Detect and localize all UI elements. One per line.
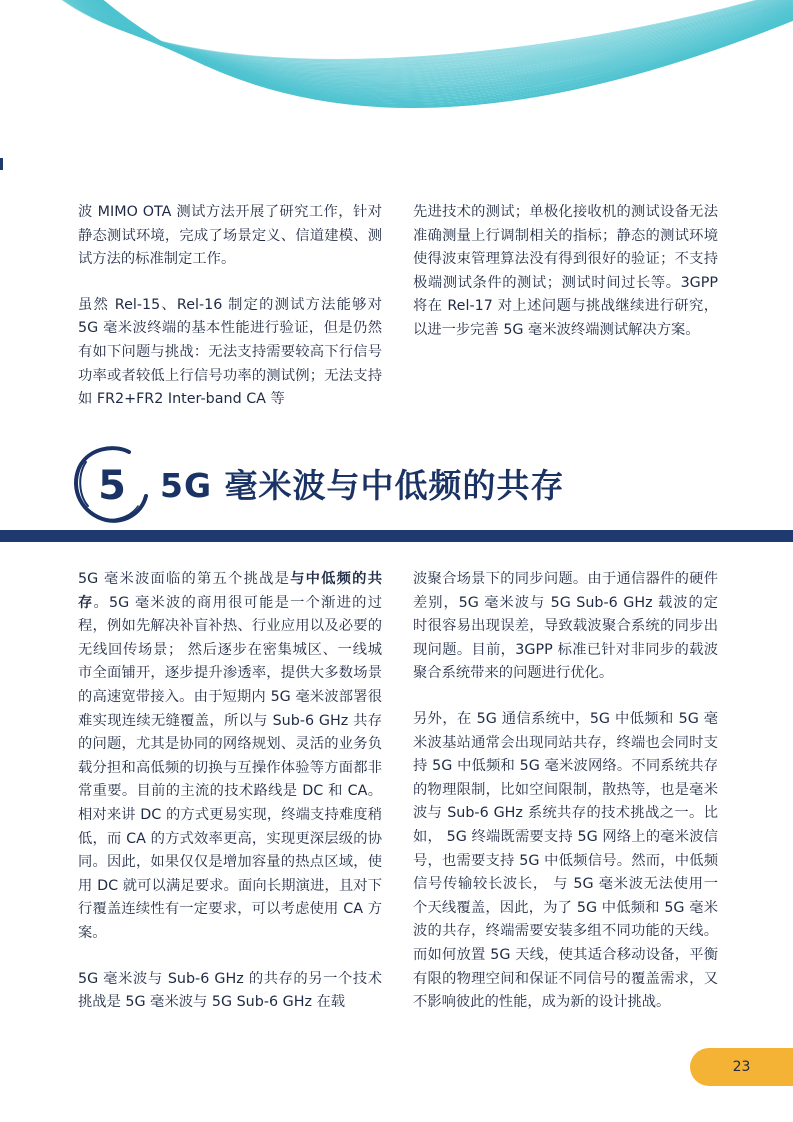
paragraph: 先进技术的测试；单极化接收机的测试设备无法准确测量上行调制相关的指标；静态的测试环境使得波束管理算法没有得到很好的验证；不支持极端测试条件的测试；测试时间过长等。3GPP 将在 Rel-17 对上述问题与挑战继续进行研究，以进一步完善 5G 毫米波终端测试解决方案。 [413, 204, 718, 338]
paragraph [78, 568, 382, 946]
top-right-column [413, 201, 718, 365]
section-divider-band [0, 530, 793, 542]
brush-circle-icon [72, 444, 150, 524]
text-run: 5G 毫米波面临的第五个挑战是 [78, 571, 291, 587]
body-left-column [78, 568, 382, 1037]
section-title: 5G 毫米波与中低频的共存 [160, 466, 565, 505]
header-wave-decoration [0, 0, 793, 160]
section-number-badge [72, 444, 150, 524]
section-heading [72, 444, 772, 528]
paragraph: 波 MIMO OTA 测试方法开展了研究工作，针对静态测试环境，完成了场景定义、信道建模、测试方法的标准制定工作。 [78, 204, 382, 268]
emphasis-text: 与中低频的共存 [78, 571, 382, 611]
text-run: 。5G 毫米波的商用很可能是一个渐进的过程，例如先解决补盲补热、行业应用以及必要的无线回传场景； 然后逐步在密集城区、一线城市全面铺开，逐步提升渗透率，提供大多数场景的高速宽带接入。由于短期内 5G 毫米波部署很难实现连续无缝覆盖，所以与 Sub-6 GHz 共存的问题，尤其是协同的网络规划、灵活的业务负载分担和高低频的切换与互操作体验等方面都非常重要。目前的主流的技术路线是 DC 和 CA。相对来讲 DC 的方式更易实现，终端支持难度稍低，而 CA 的方式效率更高，实现更深层级的协同。因此，如果仅仅是增加容量的热点区域，使用 DC 就可以满足要求。面向长期演进，且对下行覆盖连续性有一定要求，可以考虑使用 CA 方案。 [78, 594, 382, 941]
margin-marker [0, 158, 3, 170]
paragraph: 波聚合场景下的同步问题。由于通信器件的硬件差别，5G 毫米波与 5G Sub-6 GHz 载波的定时很容易出现误差，导致载波聚合系统的同步出现问题。目前，3GPP 标准已针对非同步的载波聚合系统带来的问题进行优化。 [413, 571, 718, 682]
paragraph: 5G 毫米波与 Sub-6 GHz 的共存的另一个技术挑战是 5G 毫米波与 5G Sub-6 GHz 在载 [78, 970, 382, 1011]
section-number: 5 [98, 463, 126, 509]
top-left-column [78, 201, 382, 434]
paragraph: 虽然 Rel-15、Rel-16 制定的测试方法能够对 5G 毫米波终端的基本性能进行验证，但是仍然有如下问题与挑战：无法支持需要较高下行信号功率或者较低上行信号功率的测试例；无法支持如 FR2+FR2 Inter-band CA 等 [78, 296, 382, 408]
paragraph: 另外，在 5G 通信系统中，5G 中低频和 5G 毫米波基站通常会出现同站共存，终端也会同时支持 5G 中低频和 5G 毫米波网络。不同系统共存的物理限制，比如空间限制，散热等，也是毫米波与 Sub-6 GHz 系统共存的技术挑战之一。比如， 5G 终端既需要支持 5G 网络上的毫米波信号，也需要支持 5G 中低频信号。然而，中低频信号传输较长波长， 与 5G 毫米波无法使用一个天线覆盖，因此，为了 5G 中低频和 5G 毫米波的共存，终端需要安装多组不同功能的天线。而如何放置 5G 天线，使其适合移动设备，平衡有限的物理空间和保证不同信号的覆盖需求，又不影响彼此的性能，成为新的设计挑战。 [413, 710, 718, 1011]
body-right-column [413, 568, 718, 1037]
page-number-badge: 23 [690, 1048, 793, 1086]
